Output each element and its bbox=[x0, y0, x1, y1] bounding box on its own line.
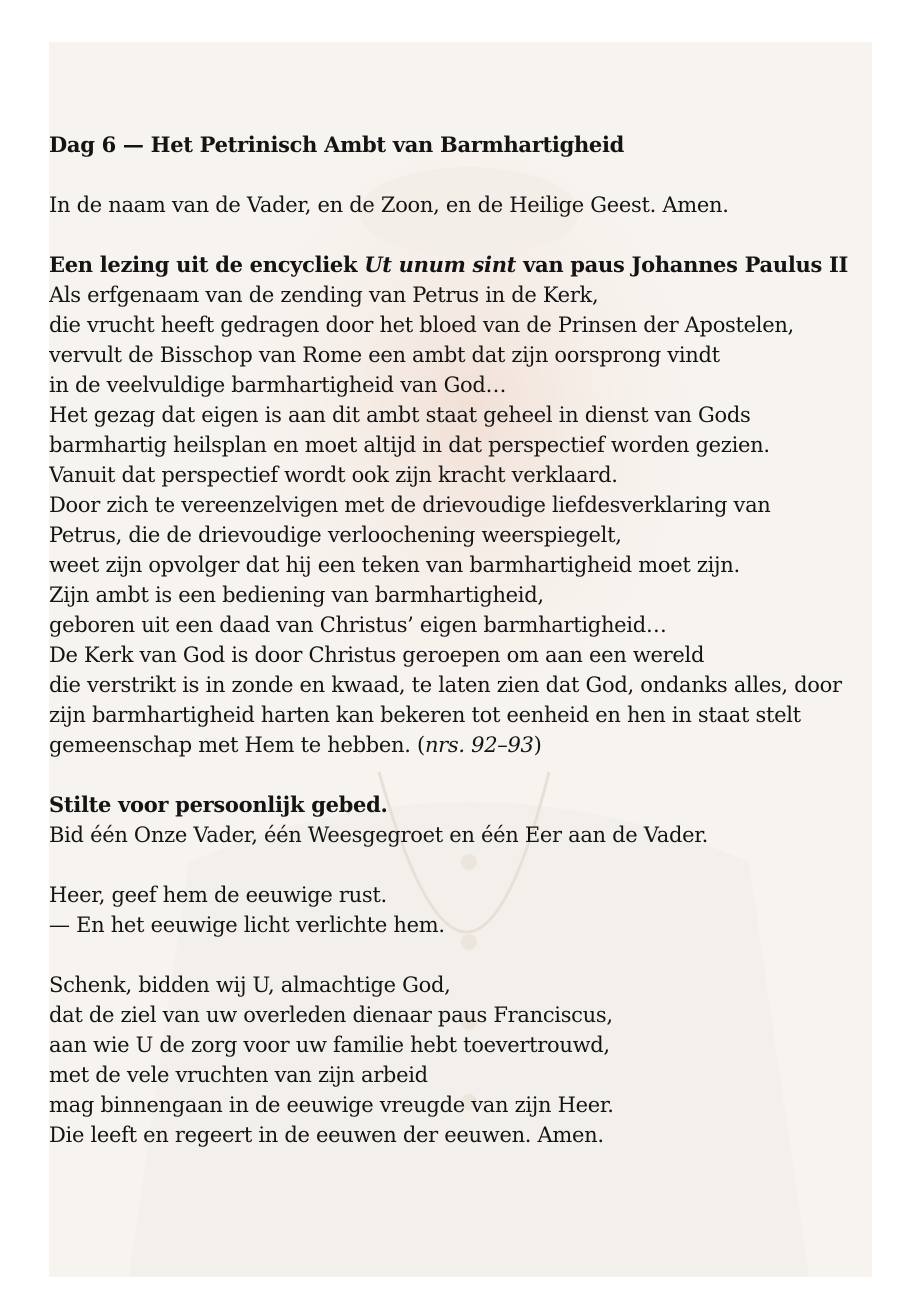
reading-line: Door zich te vereenzelvigen met de drievoudige liefdesverklaring van bbox=[49, 493, 771, 517]
reading-line: geboren uit een daad van Christus’ eigen barmhartigheid… bbox=[49, 613, 667, 637]
reading-line: Petrus, die de drievoudige verloochening weerspiegelt, bbox=[49, 523, 622, 547]
reading-heading-prefix: Een lezing uit de encycliek bbox=[49, 252, 365, 277]
prayer-line: mag binnengaan in de eeuwige vreugde van zijn Heer. bbox=[49, 1093, 614, 1117]
reading-line: weet zijn opvolger dat hij een teken van barmhartigheid moet zijn. bbox=[49, 553, 740, 577]
page-title: Dag 6 — Het Petrinisch Ambt van Barmhartigheid bbox=[49, 132, 625, 157]
reading-last-line-close: ) bbox=[533, 733, 542, 757]
reading-line: De Kerk van God is door Christus geroepen om aan een wereld bbox=[49, 643, 705, 667]
prayer-text-block bbox=[49, 130, 872, 1150]
reading-line: die verstrikt is in zonde en kwaad, te laten zien dat God, ondanks alles, door bbox=[49, 673, 842, 697]
opening-line: In de naam van de Vader, en de Zoon, en de Heilige Geest. Amen. bbox=[49, 193, 729, 217]
reading-heading-italic: Ut unum sint bbox=[364, 252, 517, 277]
reading-last-line-text: gemeenschap met Hem te hebben. ( bbox=[49, 733, 425, 757]
reading-line: die vrucht heeft gedragen door het bloed van de Prinsen der Apostelen, bbox=[49, 313, 794, 337]
reading-line: Zijn ambt is een bediening van barmhartigheid, bbox=[49, 583, 544, 607]
reading-line: zijn barmhartigheid harten kan bekeren tot eenheid en hen in staat stelt bbox=[49, 703, 801, 727]
silence-instruction: Bid één Onze Vader, één Weesgegroet en één Eer aan de Vader. bbox=[49, 823, 709, 847]
versicle-line: Heer, geef hem de eeuwige rust. bbox=[49, 883, 387, 907]
reading-heading bbox=[49, 250, 872, 280]
reading-line: barmhartig heilsplan en moet altijd in dat perspectief worden gezien. bbox=[49, 433, 770, 457]
prayer-line: met de vele vruchten van zijn arbeid bbox=[49, 1063, 428, 1087]
reading-last-line bbox=[49, 730, 872, 760]
reading-line: in de veelvuldige barmhartigheid van God… bbox=[49, 373, 507, 397]
reading-line: Als erfgenaam van de zending van Petrus in de Kerk, bbox=[49, 283, 599, 307]
reading-line: vervult de Bisschop van Rome een ambt dat zijn oorsprong vindt bbox=[49, 343, 720, 367]
reading-heading-suffix: van paus Johannes Paulus II bbox=[516, 252, 849, 277]
reading-line: Het gezag dat eigen is aan dit ambt staat geheel in dienst van Gods bbox=[49, 403, 751, 427]
prayer-line: Schenk, bidden wij U, almachtige God, bbox=[49, 973, 451, 997]
prayer-line: Die leeft en regeert in de eeuwen der eeuwen. Amen. bbox=[49, 1123, 604, 1147]
response-line: — En het eeuwige licht verlichte hem. bbox=[49, 913, 445, 937]
prayer-line: dat de ziel van uw overleden dienaar paus Franciscus, bbox=[49, 1003, 613, 1027]
prayer-line: aan wie U de zorg voor uw familie hebt toevertrouwd, bbox=[49, 1033, 610, 1057]
document-page bbox=[49, 42, 872, 1277]
reading-reference: nrs. 92–93 bbox=[424, 733, 534, 757]
reading-line: Vanuit dat perspectief wordt ook zijn kracht verklaard. bbox=[49, 463, 618, 487]
silence-heading: Stilte voor persoonlijk gebed. bbox=[49, 792, 388, 817]
